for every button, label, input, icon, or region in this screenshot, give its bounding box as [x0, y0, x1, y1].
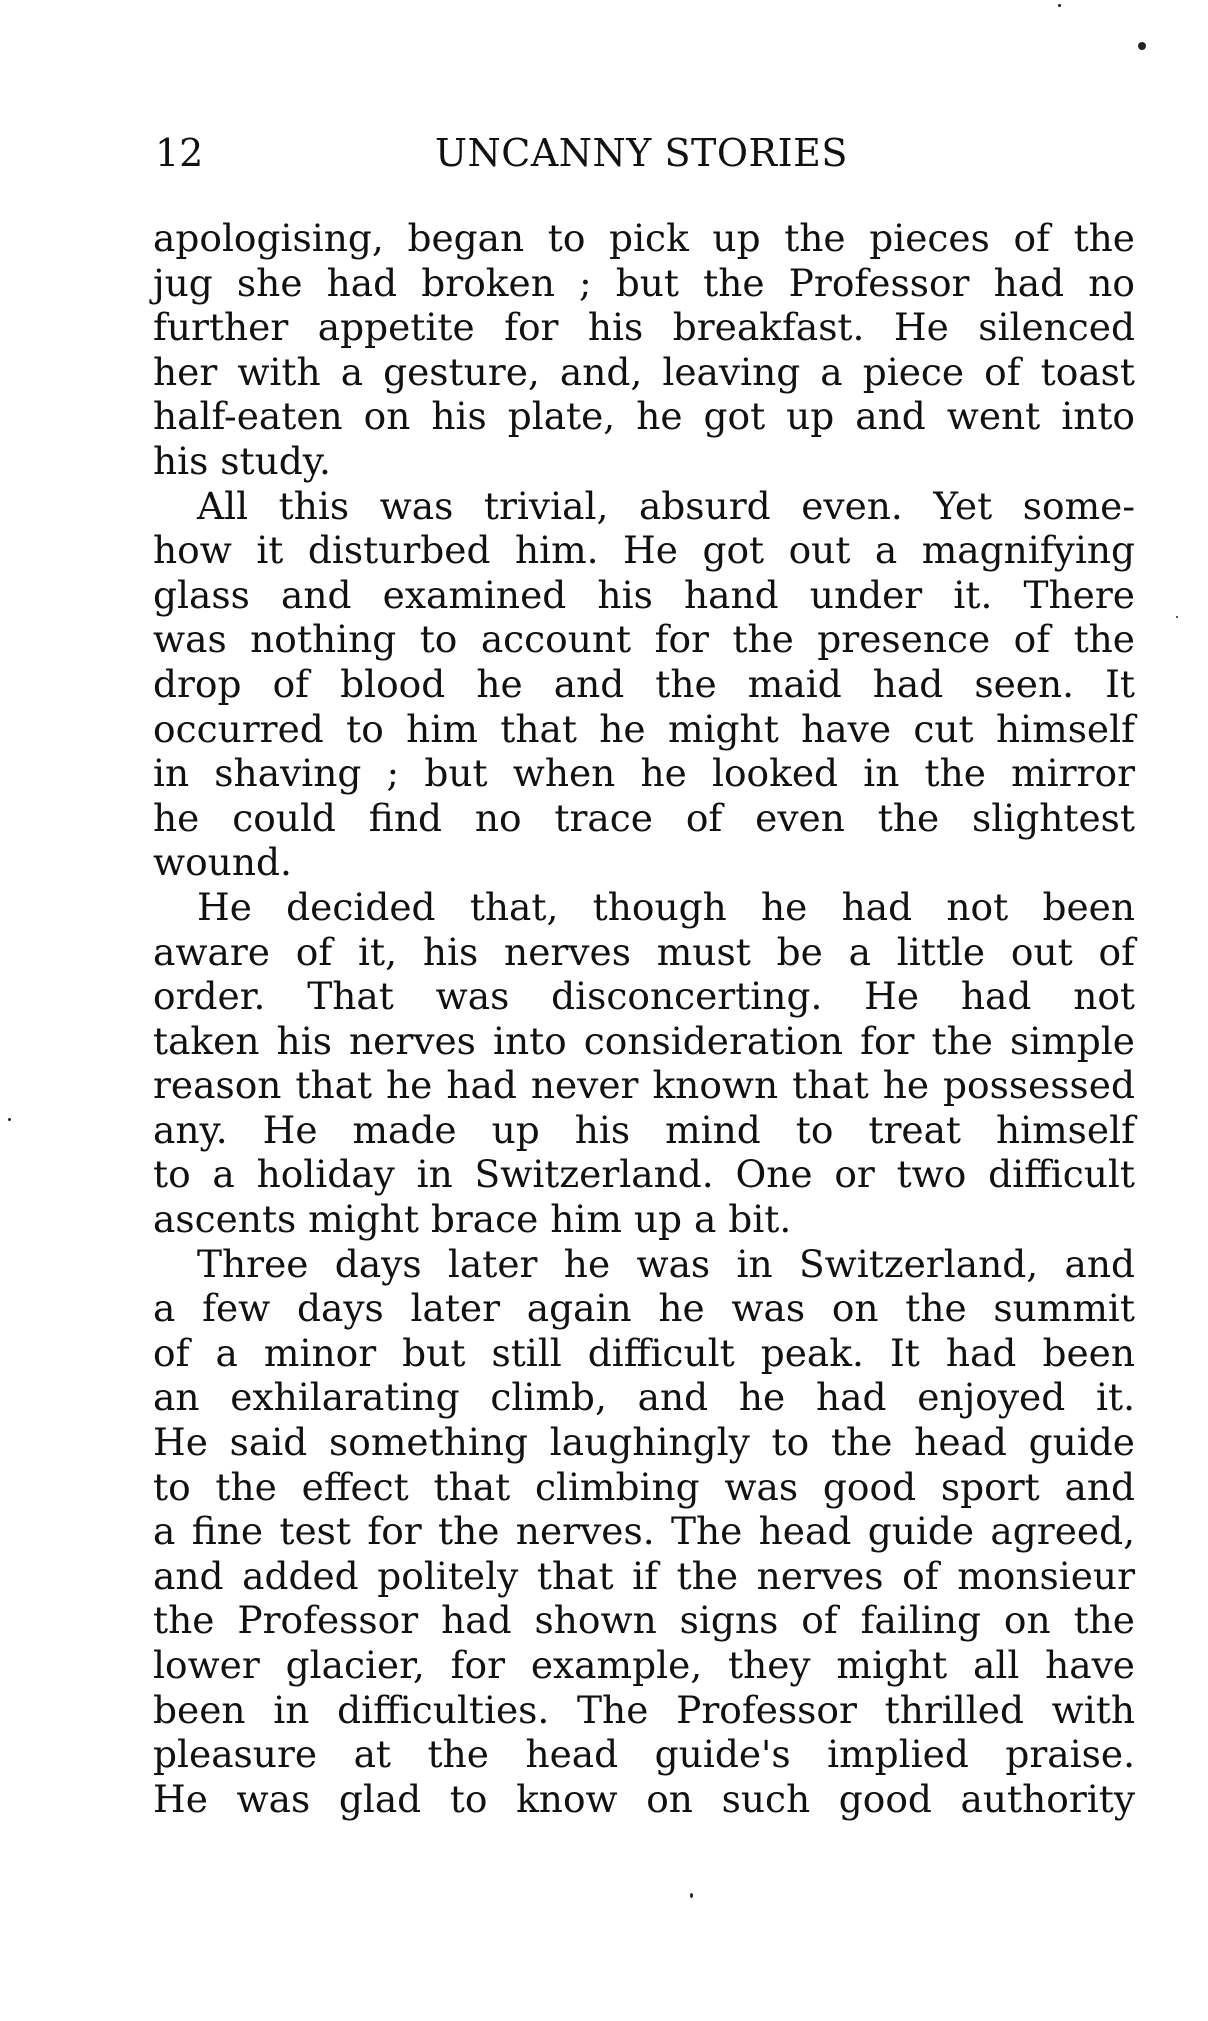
- text-line: was nothing to account for the presence of the: [153, 617, 1135, 662]
- text-line: an exhilarating climb, and he had enjoyed it.: [153, 1375, 1135, 1420]
- text-line: pleasure at the head guide's implied praise.: [153, 1732, 1135, 1777]
- text-line: he could find no trace of even the slightest: [153, 795, 1135, 840]
- text-line: half-eaten on his plate, he got up and went into: [153, 394, 1135, 439]
- scan-speck: [1138, 42, 1146, 50]
- text-line: reason that he had never known that he possessed: [153, 1063, 1135, 1108]
- text-line: his study.: [153, 438, 331, 483]
- text-line: how it disturbed him. He got out a magnifying: [153, 528, 1135, 573]
- running-title: UNCANNY STORIES: [435, 131, 848, 175]
- scan-speck: [1058, 4, 1061, 7]
- text-line: He decided that, though he had not been: [197, 884, 1135, 929]
- text-line: further appetite for his breakfast. He silenced: [153, 305, 1135, 350]
- text-line: the Professor had shown signs of failing on the: [153, 1598, 1135, 1643]
- text-line: been in difficulties. The Professor thrilled with: [153, 1687, 1135, 1732]
- text-line: ascents might brace him up a bit.: [153, 1197, 792, 1242]
- text-line: wound.: [153, 840, 292, 885]
- text-line: He was glad to know on such good authority: [153, 1776, 1135, 1821]
- text-line: to a holiday in Switzerland. One or two difficult: [153, 1152, 1135, 1197]
- text-line: drop of blood he and the maid had seen. It: [153, 661, 1135, 706]
- text-line: glass and examined his hand under it. There: [153, 572, 1135, 617]
- running-header: [155, 128, 1130, 178]
- text-line: Three days later he was in Switzerland, and: [197, 1241, 1135, 1286]
- page-number: 12: [155, 131, 204, 175]
- text-line: taken his nerves into consideration for the simple: [153, 1018, 1135, 1063]
- scan-speck: [8, 1118, 11, 1121]
- text-line: and added politely that if the nerves of monsieur: [153, 1553, 1135, 1598]
- text-line: apologising, began to pick up the pieces of the: [153, 216, 1135, 260]
- text-line: in shaving ; but when he looked in the mirror: [153, 751, 1135, 796]
- text-line: He said something laughingly to the head guide: [153, 1420, 1135, 1465]
- text-line: a few days later again he was on the summit: [153, 1286, 1135, 1331]
- text-line: of a minor but still difficult peak. It had been: [153, 1330, 1135, 1375]
- text-line: lower glacier, for example, they might all have: [153, 1643, 1135, 1687]
- text-line: order. That was disconcerting. He had not: [153, 974, 1135, 1019]
- body-text: [153, 216, 1135, 1821]
- text-line: her with a gesture, and, leaving a piece of toast: [153, 349, 1135, 394]
- scan-speck: [690, 1893, 693, 1898]
- scan-speck: [1176, 616, 1178, 618]
- text-line: aware of it, his nerves must be a little out of: [153, 929, 1135, 974]
- text-line: All this was trivial, absurd even. Yet some-: [197, 483, 1135, 528]
- text-line: to the effect that climbing was good sport and: [153, 1464, 1135, 1509]
- text-line: occurred to him that he might have cut himself: [153, 706, 1135, 751]
- text-line: jug she had broken ; but the Professor had no: [153, 260, 1135, 305]
- text-line: any. He made up his mind to treat himself: [153, 1107, 1135, 1152]
- text-line: a fine test for the nerves. The head guide agreed,: [153, 1509, 1135, 1554]
